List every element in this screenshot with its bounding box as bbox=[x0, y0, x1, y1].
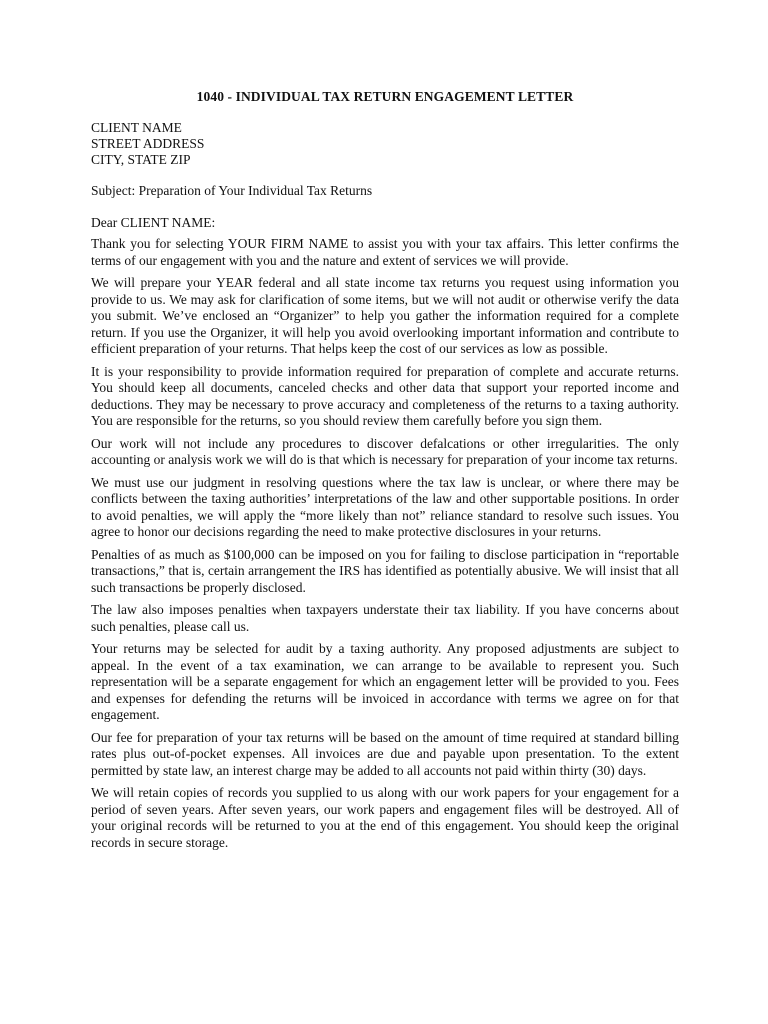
city-state-zip-line: CITY, STATE ZIP bbox=[91, 152, 191, 167]
client-name-line: CLIENT NAME bbox=[91, 120, 182, 135]
client-address-block bbox=[91, 120, 679, 168]
paragraph-records: We will retain copies of records you supplied to us along with our work papers for your engagement for a period of seven years. After seven years, our work papers and engagement files will be destroyed. All of your original records will be returned to you at the end of this engagement. You should keep the original records in secure storage. bbox=[91, 785, 679, 850]
paragraph-intro: Thank you for selecting YOUR FIRM NAME to assist you with your tax affairs. This letter confirms the terms of our engagement with you and the nature and extent of services we will provide. bbox=[91, 236, 679, 268]
street-address-line: STREET ADDRESS bbox=[91, 136, 205, 151]
paragraph-responsibility: It is your responsibility to provide information required for preparation of complete and accurate returns. You should keep all documents, canceled checks and other data that support your reported income and deductions. They may be necessary to prove accuracy and completeness of the returns to a taxing authority. You are responsible for the returns, so you should review them carefully before you sign them. bbox=[91, 363, 679, 428]
paragraph-fees: Our fee for preparation of your tax returns will be based on the amount of time required at standard billing rates plus out-of-pocket expenses. All invoices are due and payable upon presentation. To the extent permitted by state law, an interest charge may be added to all accounts not paid within thirty (30) days. bbox=[91, 729, 679, 778]
paragraph-judgment: We must use our judgment in resolving questions where the tax law is unclear, or where there may be conflicts between the taxing authorities’ interpretations of the law and other supportable positions. In order to avoid penalties, we will apply the “more likely than not” reliance standard to resolve such issues. You agree to honor our decisions regarding the need to make protective disclosures in your returns. bbox=[91, 474, 679, 539]
salutation: Dear CLIENT NAME: bbox=[91, 214, 216, 230]
letter-page bbox=[91, 88, 679, 857]
letter-title: 1040 - INDIVIDUAL TAX RETURN ENGAGEMENT LETTER bbox=[196, 89, 574, 104]
paragraph-penalties-understatement: The law also imposes penalties when taxpayers understate their tax liability. If you have concerns about such penalties, please call us. bbox=[91, 602, 679, 634]
paragraph-penalties-disclosure: Penalties of as much as $100,000 can be imposed on you for failing to disclose participation in “reportable transactions,” that is, certain arrangement the IRS has identified as potentially abusive. We will insist that all such transactions be properly disclosed. bbox=[91, 546, 679, 595]
paragraph-scope: Our work will not include any procedures to discover defalcations or other irregularities. The only accounting or analysis work we will do is that which is necessary for preparation of your income tax returns. bbox=[91, 435, 679, 467]
paragraph-audit: Your returns may be selected for audit by a taxing authority. Any proposed adjustments are subject to appeal. In the event of a tax examination, we can arrange to be available to represent you. Such representation will be a separate engagement for which an engagement letter will be provided to you. Fees and expenses for defending the returns will be invoiced in accordance with terms we agree on for that engagement. bbox=[91, 641, 679, 722]
subject-line: Subject: Preparation of Your Individual Tax Returns bbox=[91, 183, 373, 198]
paragraph-services: We will prepare your YEAR federal and all state income tax returns you request using information you provide to us. We may ask for clarification of some items, but we will not audit or otherwise verify the data you submit. We’ve enclosed an “Organizer” to help you gather the information required for a complete return. If you use the Organizer, it will help you avoid overlooking important information and contribute to efficient preparation of your returns. That helps keep the cost of our services as low as possible. bbox=[91, 275, 679, 356]
